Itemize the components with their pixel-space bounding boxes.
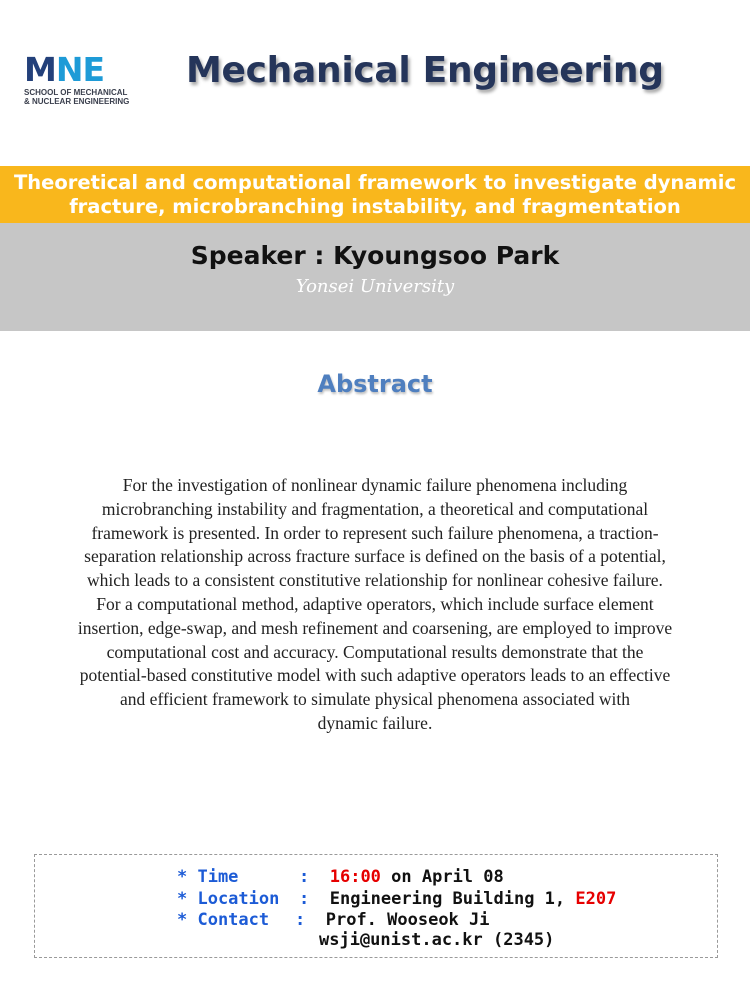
time-value: 16:00 — [329, 867, 381, 887]
school-logo — [24, 50, 142, 106]
time-separator: : — [299, 867, 310, 887]
page-title: Mechanical Engineering — [186, 50, 664, 91]
abstract-line: dynamic failure. — [317, 712, 433, 733]
logo-letter-m: M — [24, 50, 56, 89]
abstract-line: For a computational method, adaptive operators, which include surface element — [96, 593, 654, 614]
location-label: * Location — [177, 889, 280, 909]
contact-name: Prof. Wooseok Ji — [325, 910, 490, 930]
talk-title-line2: fracture, microbranching instability, and fragmentation — [69, 195, 681, 218]
abstract-line: microbranching instability and fragmentation, a theoretical and computational — [101, 498, 649, 519]
contact-email-row — [319, 930, 554, 951]
speaker-affiliation: Yonsei University — [295, 276, 455, 297]
abstract-line: which leads to a consistent constitutive relationship for nonlinear cohesive failure. — [87, 570, 663, 591]
time-label: * Time — [177, 867, 239, 887]
location-row — [177, 889, 616, 910]
speaker-name: Speaker : Kyoungsoo Park — [190, 241, 560, 270]
time-date: on April 08 — [380, 867, 504, 887]
logo-subtitle-line1: SCHOOL OF MECHANICAL — [24, 88, 128, 97]
location-room: E207 — [575, 889, 617, 909]
logo-letter-n: N — [55, 50, 83, 89]
time-row — [177, 867, 504, 888]
abstract-line: insertion, edge-swap, and mesh refinement and coarsening, are employed to improve — [77, 617, 673, 638]
abstract-line: separation relationship across fracture surface is defined on the basis of a potential, — [84, 546, 666, 567]
event-info-box — [34, 854, 718, 958]
logo-letter-e: E — [82, 50, 105, 89]
abstract-line: potential-based constitutive model with such adaptive operators leads to an effective — [79, 665, 671, 686]
location-value: Engineering Building 1, — [329, 889, 576, 909]
location-separator: : — [299, 889, 310, 909]
logo-subtitle-line2: & NUCLEAR ENGINEERING — [24, 97, 130, 106]
talk-title-line1: Theoretical and computational framework to investigate dynamic — [13, 171, 737, 194]
contact-email: wsji@unist.ac.kr (2345) — [319, 930, 555, 950]
abstract-line: For the investigation of nonlinear dynamic failure phenomena including — [122, 475, 628, 495]
contact-separator: : — [295, 910, 306, 930]
contact-row — [177, 910, 490, 931]
talk-title-banner — [0, 166, 750, 223]
abstract-heading: Abstract — [317, 370, 433, 398]
speaker-banner — [0, 223, 750, 331]
logo-mark — [24, 50, 142, 89]
abstract-line: and efficient framework to simulate physical phenomena associated with — [120, 689, 630, 710]
abstract-line: framework is presented. In order to represent such failure phenomena, a traction- — [91, 522, 659, 543]
abstract-line: computational cost and accuracy. Computational results demonstrate that the — [106, 641, 644, 662]
contact-label: * Contact — [177, 910, 270, 930]
abstract-text — [30, 474, 720, 736]
